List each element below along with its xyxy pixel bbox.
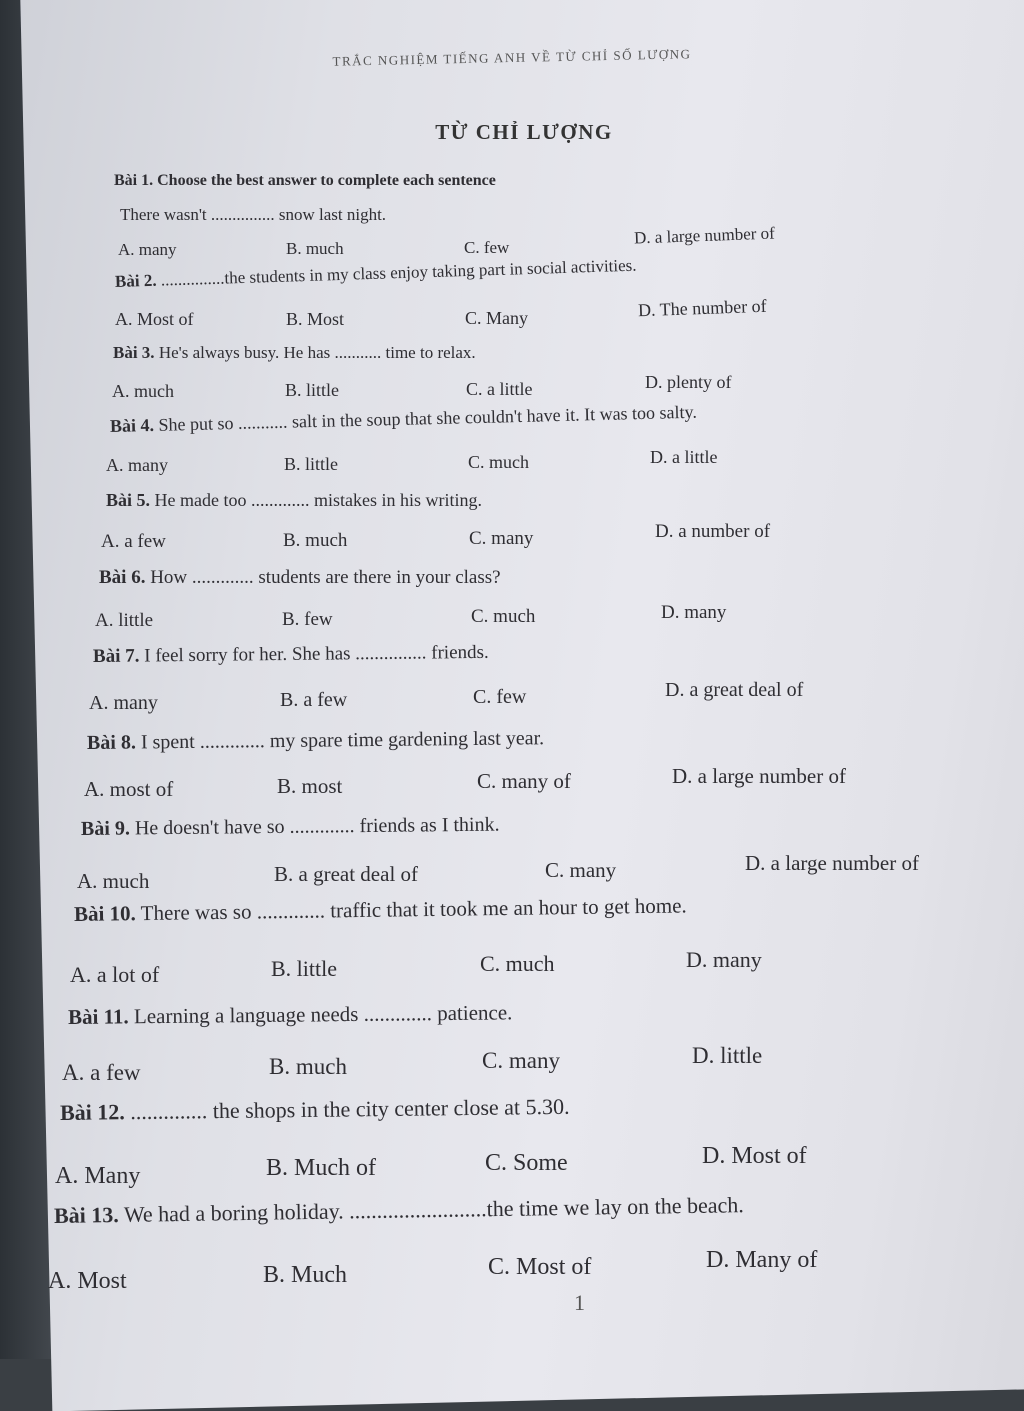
question-text: Choose the best answer to complete each sentence	[157, 172, 496, 189]
document-header: TRẮC NGHIỆM TIẾNG ANH VỀ TỪ CHỈ SỐ LƯỢNG	[332, 46, 692, 69]
question-label: Bài 6.	[99, 567, 146, 588]
question-label: Bài 12.	[59, 1099, 125, 1125]
question-label: Bài 3.	[113, 343, 155, 362]
question-label: Bài 5.	[106, 490, 151, 510]
option-b: B. few	[282, 609, 333, 630]
option-b: B. little	[285, 380, 339, 400]
option-b: B. a great deal of	[274, 862, 419, 886]
question-label: Bài 8.	[86, 731, 137, 754]
question-text: Learning a language needs ............. patience.	[133, 1000, 513, 1029]
option-c: C. Some	[485, 1150, 568, 1176]
option-b: B. little	[271, 956, 337, 981]
document-title: TỪ CHỈ LƯỢNG	[435, 120, 613, 144]
option-a: A. Most	[48, 1268, 127, 1294]
question-text: He's always busy. He has ........... time to relax.	[158, 343, 476, 362]
question-label: Bài 10.	[73, 901, 136, 926]
question-11	[68, 1000, 513, 1030]
option-b: B. much	[286, 239, 344, 258]
option-c: C. a little	[466, 379, 533, 399]
option-a: A. little	[95, 610, 154, 631]
question-5	[106, 490, 482, 511]
question-9	[81, 814, 500, 841]
question-label: Bài 7.	[92, 645, 140, 667]
question-label: Bài 2.	[114, 270, 157, 291]
question-label: Bài 4.	[109, 414, 155, 436]
option-b: B. Much of	[266, 1155, 376, 1181]
option-a: A. many	[118, 240, 177, 259]
question-13	[54, 1192, 744, 1229]
question-8	[87, 727, 544, 755]
option-a: A. much	[112, 381, 174, 401]
option-b: B. much	[269, 1054, 347, 1079]
option-c: C. many	[482, 1048, 560, 1073]
option-d: D. a large number of	[745, 851, 919, 875]
question-label: Bài 9.	[80, 817, 131, 840]
question-6	[99, 567, 501, 589]
option-c: C. much	[471, 606, 536, 627]
question-text: We had a boring holiday. .........................the time we lay on the beach.	[123, 1192, 744, 1227]
question-label: Bài 13.	[53, 1201, 119, 1228]
option-d: D. many	[661, 602, 727, 623]
question-2	[115, 256, 637, 292]
option-d: D. a large number of	[633, 223, 776, 248]
option-a: A. Many	[55, 1163, 141, 1189]
option-b: B. Most	[286, 309, 345, 329]
question-1-sentence	[120, 205, 386, 225]
option-d: D. Most of	[702, 1143, 807, 1169]
option-d: D. little	[692, 1043, 763, 1068]
option-c: C. many	[545, 858, 617, 882]
question-text: I feel sorry for her. She has ............... friends.	[144, 641, 489, 667]
option-c: C. few	[473, 686, 527, 708]
option-c: C. much	[480, 951, 555, 976]
question-text: She put so ........... salt in the soup that she couldn't have it. It was too salty.	[158, 401, 698, 435]
question-text: He made too ............. mistakes in his writing.	[154, 490, 482, 510]
option-b: B. little	[284, 454, 338, 474]
option-c: C. many of	[477, 769, 571, 793]
question-text: There was so ............. traffic that it took me an hour to get home.	[140, 893, 687, 926]
question-1-instruction	[114, 172, 496, 190]
option-d: D. plenty of	[645, 372, 732, 392]
question-text: He doesn't have so ............. friends as I think.	[134, 813, 500, 840]
option-a: A. a lot of	[70, 962, 160, 987]
question-7	[93, 642, 489, 668]
option-c: C. Many	[465, 308, 528, 328]
question-text: How ............. students are there in your class?	[150, 567, 501, 588]
question-4	[110, 402, 697, 437]
option-d: D. a number of	[655, 521, 771, 542]
option-a: A. many	[89, 692, 158, 714]
question-text: There wasn't ............... snow last night.	[120, 205, 387, 224]
option-d: D. a little	[650, 447, 718, 467]
option-d: D. a large number of	[672, 764, 846, 788]
option-b: B. much	[283, 530, 348, 551]
option-b: B. Much	[263, 1262, 347, 1288]
option-d: D. many	[686, 947, 762, 972]
option-d: D. a great deal of	[665, 679, 804, 701]
option-b: B. most	[277, 774, 343, 798]
question-text: .............. the shops in the city center close at 5.30.	[130, 1093, 570, 1125]
option-c: C. few	[464, 238, 510, 257]
page-number: 1	[574, 1290, 585, 1315]
option-c: C. much	[468, 452, 529, 472]
question-10	[74, 893, 687, 927]
question-text: I spent ............. my spare time gardening last year.	[140, 727, 545, 754]
option-a: A. a few	[62, 1060, 141, 1085]
option-d: D. Many of	[706, 1247, 818, 1273]
option-d: D. The number of	[637, 295, 767, 321]
option-a: A. many	[106, 455, 168, 475]
question-label: Bài 1.	[114, 172, 154, 189]
option-a: A. Most of	[115, 309, 194, 329]
option-b: B. a few	[280, 689, 348, 711]
question-3	[113, 343, 476, 363]
question-text: ...............the students in my class enjoy taking part in social activities.	[160, 255, 637, 290]
option-a: A. much	[77, 869, 150, 893]
question-label: Bài 11.	[67, 1004, 129, 1029]
option-c: C. Most of	[488, 1254, 592, 1280]
option-c: C. many	[469, 528, 534, 549]
option-a: A. a few	[101, 531, 166, 552]
question-12	[60, 1094, 570, 1126]
option-a: A. most of	[84, 777, 174, 801]
